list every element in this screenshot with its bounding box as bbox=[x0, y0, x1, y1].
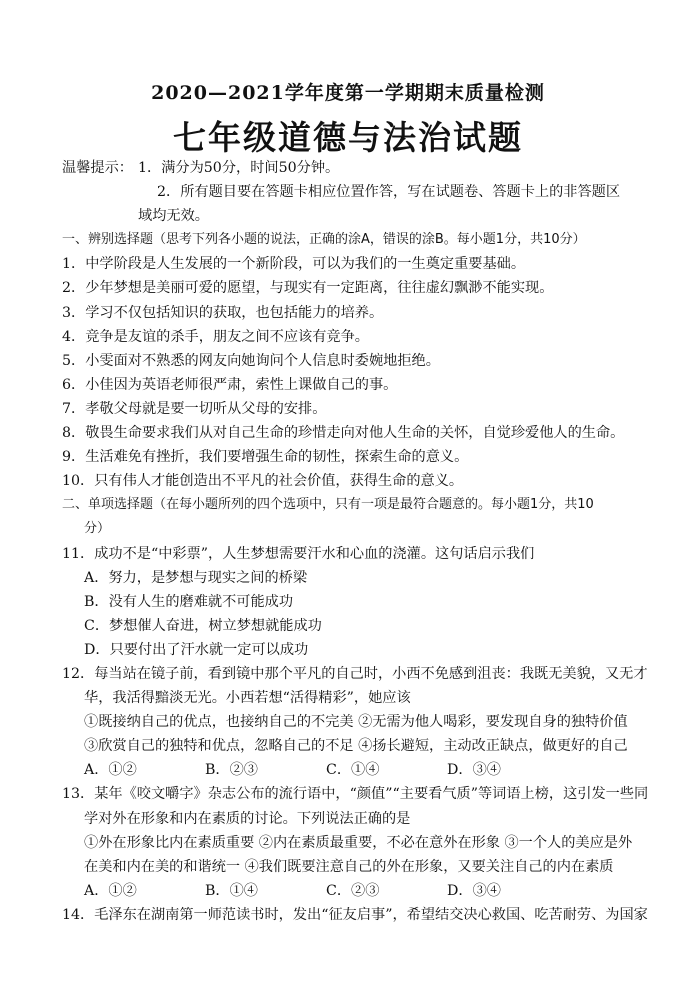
exam-body bbox=[62, 156, 656, 927]
q11-option-d: D．只要付出了汗水就一定可以成功 bbox=[84, 641, 309, 658]
q13-option-d: D．③④ bbox=[447, 882, 501, 899]
s1-item-1: 1．中学阶段是人生发展的一个新阶段，可以为我们的一生奠定重要基础。 bbox=[62, 256, 526, 273]
q13-option-a: A．①② bbox=[84, 882, 137, 899]
section2-heading: 二、单项选择题（在每小题所列的四个选项中，只有一项是最符合题意的。每小题1分，共10 bbox=[62, 497, 594, 513]
s1-item-8: 8．敬畏生命要求我们从对自己生命的珍惜走向对他人生命的关怀，自觉珍爱他人的生命。 bbox=[62, 425, 625, 442]
tip-item-2-cont: 域均无效。 bbox=[138, 208, 209, 225]
q13-options bbox=[62, 879, 656, 903]
s1-item-7: 7．孝敬父母就是要一切听从父母的安排。 bbox=[62, 400, 327, 417]
q14-stem-1: 14．毛泽东在湖南第一师范读书时，发出“征友启事”，希望结交决心救国、吃苦耐劳、为国家 bbox=[62, 906, 648, 923]
section2-heading-cont: 分） bbox=[84, 521, 111, 537]
s1-item-5: 5．小雯面对不熟悉的网友向她询问个人信息时委婉地拒绝。 bbox=[62, 352, 440, 369]
s1-item-3: 3．学习不仅包括知识的获取，也包括能力的培养。 bbox=[62, 304, 384, 321]
section1-heading: 一、辨别选择题（思考下列各小题的说法，正确的涂A，错误的涂B。每小题1分，共10分） bbox=[62, 232, 586, 248]
s1-item-6: 6．小佳因为英语老师很严肃，索性上课做自己的事。 bbox=[62, 376, 398, 393]
s1-item-10: 10．只有伟人才能创造出不平凡的社会价值，获得生命的意义。 bbox=[62, 473, 464, 490]
q12-options bbox=[62, 758, 656, 782]
q12-statements-2: ③欣赏自己的独特和优点，忽略自己的不足 ④扬长避短，主动改正缺点，做更好的自己 bbox=[84, 738, 628, 755]
q11-option-c: C．梦想催人奋进，树立梦想就能成功 bbox=[84, 617, 322, 634]
q12-option-a: A．①② bbox=[84, 762, 137, 779]
q11-option-a: A．努力，是梦想与现实之间的桥梁 bbox=[84, 569, 308, 586]
q11-option-b: B．没有人生的磨难就不可能成功 bbox=[84, 593, 294, 610]
exam-subject-title: 七年级道德与法治试题 bbox=[173, 118, 523, 157]
exam-period-title: 2020—2021学年度第一学期期末质量检测 bbox=[151, 82, 545, 104]
q12-statements-1: ①既接纳自己的优点，也接纳自己的不完美 ②无需为他人喝彩，要发现自身的独特价值 bbox=[84, 714, 628, 731]
tip-item-2: 2．所有题目要在答题卡相应位置作答，写在试题卷、答题卡上的非答题区 bbox=[157, 184, 621, 201]
q13-statements-1: ①外在形象比内在素质重要 ②内在素质最重要，不必在意外在形象 ③一个人的美应是外 bbox=[84, 834, 633, 851]
tip-line-1 bbox=[62, 156, 656, 180]
q13-stem-2: 学对外在形象和内在素质的讨论。下列说法正确的是 bbox=[84, 810, 411, 827]
q13-stem-1: 13．某年《咬文嚼字》杂志公布的流行语中，“颜值”“主要看气质”等词语上榜，这引发一些同 bbox=[62, 786, 649, 803]
q12-option-b: B．②③ bbox=[205, 762, 258, 779]
q12-option-c: C．①④ bbox=[326, 762, 380, 779]
q13-option-b: B．①④ bbox=[205, 882, 258, 899]
s1-item-9: 9．生活难免有挫折，我们要增强生命的韧性，探索生命的意义。 bbox=[62, 449, 469, 466]
q12-stem-1: 12．每当站在镜子前，看到镜中那个平凡的自己时，小西不免感到沮丧：我既无美貌，又无才 bbox=[62, 665, 648, 682]
q13-option-c: C．②③ bbox=[326, 882, 380, 899]
q13-statements-2: 在美和内在美的和谐统一 ④我们既要注意自己的外在形象，又要关注自己的内在素质 bbox=[84, 858, 614, 875]
q12-option-d: D．③④ bbox=[447, 762, 501, 779]
q12-stem-2: 华，我活得黯淡无光。小西若想“活得精彩”，她应该 bbox=[84, 690, 411, 707]
s1-item-2: 2．少年梦想是美丽可爱的愿望，与现实有一定距离，往往虚幻飘渺不能实现。 bbox=[62, 280, 554, 297]
q11-stem: 11．成功不是“中彩票”，人生梦想需要汗水和心血的浇灌。这句话启示我们 bbox=[62, 545, 535, 562]
s1-item-4: 4．竞争是友谊的杀手，朋友之间不应该有竞争。 bbox=[62, 328, 369, 345]
tip-label: 温馨提示： bbox=[62, 160, 133, 176]
tip-item-1: 1．满分为50分，时间50分钟。 bbox=[138, 160, 340, 176]
